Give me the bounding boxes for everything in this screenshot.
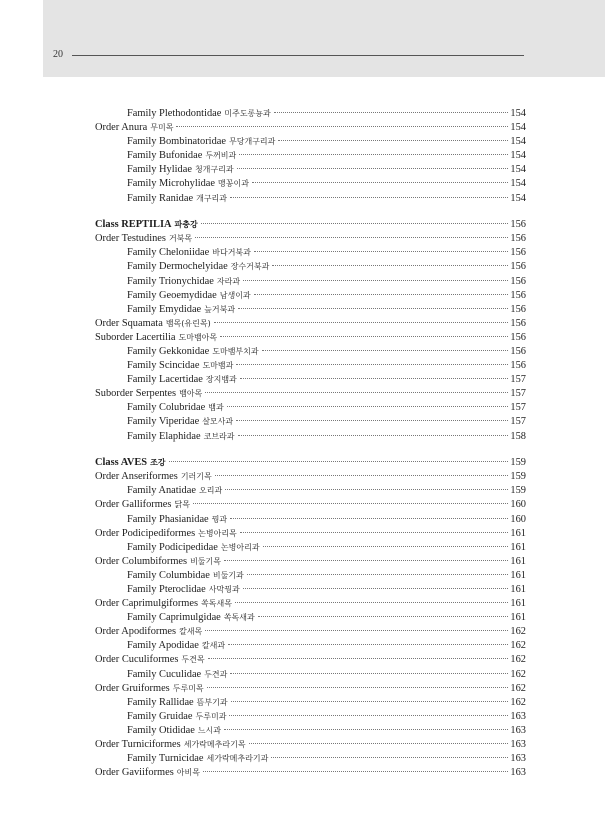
toc-entry-title-ko: 아비목 bbox=[176, 768, 200, 778]
toc-entry-label bbox=[95, 541, 260, 555]
toc-entry-family[interactable] bbox=[95, 359, 526, 373]
dot-leader bbox=[230, 673, 508, 674]
toc-entry-title-en: Family Colubridae bbox=[127, 402, 206, 414]
toc-entry-title-ko: 무당개구리과 bbox=[229, 137, 276, 147]
toc-entry-page: 154 bbox=[510, 178, 526, 190]
toc-entry-page: 163 bbox=[510, 753, 526, 765]
toc-entry-title-en: Family Geoemydidae bbox=[127, 289, 217, 301]
toc-entry-label bbox=[95, 415, 233, 429]
toc-entry-title-ko: 뜸부기과 bbox=[196, 697, 228, 707]
toc-entry-title-ko: 자라과 bbox=[216, 276, 241, 286]
dot-leader bbox=[239, 154, 508, 155]
toc-entry-family[interactable] bbox=[95, 724, 526, 738]
toc-entry-family[interactable] bbox=[95, 415, 526, 429]
toc-entry-label bbox=[95, 260, 269, 274]
dot-leader bbox=[225, 489, 508, 490]
toc-entry-title-en: Family Gruidae bbox=[127, 710, 193, 722]
toc-entry-label bbox=[95, 682, 204, 696]
toc-entry-family[interactable] bbox=[95, 107, 526, 121]
table-of-contents bbox=[95, 107, 526, 780]
toc-entry-title-en: Order Gruiformes bbox=[95, 682, 170, 694]
toc-entry-title-en: Family Plethodontidae bbox=[127, 108, 222, 119]
toc-entry-title-ko: 장수거북과 bbox=[230, 262, 270, 272]
toc-entry-page: 158 bbox=[510, 430, 526, 442]
toc-entry-order[interactable] bbox=[95, 387, 526, 401]
dot-leader bbox=[215, 475, 509, 476]
toc-entry-title-en: Family Apodidae bbox=[127, 640, 199, 652]
toc-entry-class[interactable] bbox=[95, 456, 526, 470]
dot-leader bbox=[205, 392, 508, 393]
toc-entry-order[interactable] bbox=[95, 498, 526, 512]
toc-entry-label bbox=[95, 569, 244, 583]
toc-entry-title-ko: 개구리과 bbox=[196, 193, 228, 203]
toc-entry-label bbox=[95, 303, 235, 317]
toc-entry-title-en: Family Caprimulgidae bbox=[127, 612, 221, 624]
toc-entry-label bbox=[95, 597, 232, 611]
toc-entry-label bbox=[95, 513, 227, 527]
toc-entry-page: 161 bbox=[510, 612, 526, 624]
toc-entry-label bbox=[95, 583, 240, 597]
toc-entry-page: 154 bbox=[510, 164, 526, 176]
toc-entry-label bbox=[95, 275, 240, 289]
toc-entry-family[interactable] bbox=[95, 513, 526, 527]
toc-entry-page: 157 bbox=[510, 416, 526, 428]
toc-entry-title-en: Family Columbidae bbox=[127, 569, 210, 581]
toc-entry-label bbox=[95, 401, 224, 415]
toc-entry-order[interactable] bbox=[95, 317, 526, 331]
toc-entry-page: 163 bbox=[510, 710, 526, 722]
dot-leader bbox=[208, 658, 509, 659]
toc-entry-title-en: Family Trionychidae bbox=[127, 275, 214, 287]
toc-entry-family[interactable] bbox=[95, 149, 526, 163]
toc-entry-page: 162 bbox=[510, 696, 526, 708]
toc-entry-title-ko: 비둘기과 bbox=[212, 570, 244, 580]
dot-leader bbox=[271, 757, 508, 758]
toc-entry-title-en: Suborder Lacertilia bbox=[95, 331, 176, 343]
toc-entry-page: 161 bbox=[510, 598, 526, 610]
toc-entry-page: 157 bbox=[510, 388, 526, 400]
toc-entry-title-ko: 무미목 bbox=[150, 123, 174, 133]
toc-entry-label bbox=[95, 498, 190, 512]
dot-leader bbox=[224, 560, 508, 561]
toc-entry-label bbox=[95, 149, 236, 163]
toc-entry-page: 154 bbox=[510, 150, 526, 162]
toc-entry-title-en: Family Emydidae bbox=[127, 303, 202, 315]
dot-leader bbox=[249, 743, 509, 744]
toc-entry-title-ko: 청개구리과 bbox=[194, 165, 234, 175]
toc-entry-title-ko: 세가락메추라기과 bbox=[206, 754, 269, 764]
dot-leader bbox=[236, 420, 508, 421]
toc-entry-page: 161 bbox=[510, 527, 526, 539]
dot-leader bbox=[238, 435, 509, 436]
toc-entry-label bbox=[95, 163, 234, 177]
toc-entry-family[interactable] bbox=[95, 430, 526, 444]
toc-entry-page: 156 bbox=[510, 303, 526, 315]
toc-entry-page: 161 bbox=[510, 555, 526, 567]
toc-entry-label bbox=[95, 289, 251, 303]
dot-leader bbox=[272, 265, 508, 266]
toc-entry-label bbox=[95, 639, 225, 653]
toc-entry-title-en: Order Anseriformes bbox=[95, 471, 178, 483]
toc-entry-title-en: Order Gaviiformes bbox=[95, 767, 174, 779]
toc-entry-page: 161 bbox=[510, 541, 526, 553]
toc-entry-title-en: Family Cuculidae bbox=[127, 668, 202, 680]
toc-entry-title-ko: 뱀과 bbox=[208, 403, 224, 413]
toc-entry-family[interactable] bbox=[95, 710, 526, 724]
toc-entry-label bbox=[95, 345, 259, 359]
toc-entry-label bbox=[95, 696, 228, 710]
toc-entry-label bbox=[95, 218, 198, 232]
toc-entry-label bbox=[95, 653, 205, 667]
toc-entry-page: 160 bbox=[510, 513, 526, 525]
toc-entry-page: 163 bbox=[510, 739, 526, 751]
toc-entry-title-ko: 논병아리과 bbox=[220, 542, 260, 552]
toc-entry-label bbox=[95, 484, 222, 498]
toc-entry-title-en: Family Bombinatoridae bbox=[127, 136, 226, 148]
toc-entry-page: 159 bbox=[510, 471, 526, 483]
toc-entry-title-en: Family Lacertidae bbox=[127, 374, 203, 386]
toc-entry-title-ko: 닭목 bbox=[174, 500, 190, 510]
toc-entry-title-ko: 두견목 bbox=[181, 655, 205, 665]
toc-entry-title-en: Family Phasianidae bbox=[127, 513, 209, 525]
toc-entry-title-ko: 장지뱀과 bbox=[205, 375, 237, 385]
toc-entry-title-en: Family Cheloniidae bbox=[127, 247, 210, 259]
toc-entry-family[interactable] bbox=[95, 583, 526, 597]
dot-leader bbox=[230, 197, 508, 198]
toc-entry-page: 154 bbox=[510, 192, 526, 204]
toc-entry-title-ko: 거북목 bbox=[168, 234, 193, 244]
toc-entry-family[interactable] bbox=[95, 275, 526, 289]
toc-entry-page: 154 bbox=[510, 108, 526, 119]
toc-entry-page: 160 bbox=[510, 499, 526, 511]
toc-entry-title-ko: 비둘기목 bbox=[190, 556, 221, 566]
dot-leader bbox=[263, 546, 509, 547]
toc-entry-title-ko: 코브라과 bbox=[203, 431, 235, 441]
dot-leader bbox=[228, 644, 508, 645]
toc-entry-label bbox=[95, 456, 166, 470]
toc-entry-label bbox=[95, 317, 211, 331]
toc-entry-label bbox=[95, 555, 221, 569]
toc-entry-title-en: Family Rallidae bbox=[127, 696, 194, 708]
toc-entry-page: 156 bbox=[510, 247, 526, 259]
toc-entry-family[interactable] bbox=[95, 135, 526, 149]
toc-entry-title-en: Family Viperidae bbox=[127, 416, 200, 428]
toc-entry-title-en: Family Dermochelyidae bbox=[127, 261, 228, 273]
dot-leader bbox=[229, 715, 508, 716]
toc-entry-title-ko: 오리과 bbox=[198, 486, 223, 496]
toc-entry-label bbox=[95, 470, 212, 484]
dot-leader bbox=[262, 350, 509, 351]
dot-leader bbox=[237, 168, 509, 169]
toc-entry-order[interactable] bbox=[95, 682, 526, 696]
toc-entry-title-en: Order Cuculiformes bbox=[95, 654, 179, 666]
toc-entry-family[interactable] bbox=[95, 696, 526, 710]
toc-entry-page: 156 bbox=[510, 360, 526, 372]
toc-entry-label bbox=[95, 107, 271, 121]
toc-entry-label bbox=[95, 611, 255, 625]
dot-leader bbox=[195, 237, 508, 238]
toc-entry-page: 159 bbox=[510, 485, 526, 497]
toc-entry-title-ko: 두꺼비과 bbox=[205, 151, 237, 161]
toc-entry-family[interactable] bbox=[95, 192, 526, 206]
toc-entry-title-en: Order Podicipediformes bbox=[95, 527, 196, 539]
toc-entry-title-en: Order Caprimulgiformes bbox=[95, 598, 199, 610]
toc-entry-title-en: Family Microhylidae bbox=[127, 178, 216, 190]
dot-leader bbox=[240, 378, 509, 379]
toc-entry-page: 154 bbox=[510, 136, 526, 148]
dot-leader bbox=[224, 729, 508, 730]
dot-leader bbox=[278, 140, 508, 141]
toc-entry-title-en: Family Scincidae bbox=[127, 360, 200, 372]
toc-entry-title-en: Family Podicipedidae bbox=[127, 541, 218, 553]
toc-entry-label bbox=[95, 177, 249, 191]
dot-leader bbox=[240, 532, 509, 533]
toc-entry-title-ko: 도마뱀아목 bbox=[178, 332, 218, 342]
toc-entry-title-en: Family Anatidae bbox=[127, 485, 196, 497]
toc-entry-title-ko: 파충강 bbox=[174, 220, 198, 230]
toc-entry-label bbox=[95, 625, 202, 639]
toc-entry-page: 161 bbox=[510, 584, 526, 595]
toc-entry-title-en: Family Elaphidae bbox=[127, 430, 201, 442]
toc-entry-family[interactable] bbox=[95, 401, 526, 415]
toc-entry-title-en: Class REPTILIA bbox=[95, 219, 172, 231]
toc-entry-title-en: Order Columbiformes bbox=[95, 555, 188, 567]
toc-entry-family[interactable] bbox=[95, 260, 526, 274]
toc-entry-order[interactable] bbox=[95, 232, 526, 246]
toc-entry-label bbox=[95, 738, 246, 752]
toc-entry-label bbox=[95, 135, 275, 149]
dot-leader bbox=[236, 364, 508, 365]
page-number: 20 bbox=[53, 49, 63, 60]
toc-entry-order[interactable] bbox=[95, 527, 526, 541]
toc-entry-family[interactable] bbox=[95, 484, 526, 498]
toc-entry-title-en: Order Squamata bbox=[95, 317, 163, 329]
toc-entry-title-en: Family Gekkonidae bbox=[127, 346, 210, 357]
toc-entry-family[interactable] bbox=[95, 246, 526, 260]
toc-entry-family[interactable] bbox=[95, 569, 526, 583]
toc-entry-label bbox=[95, 246, 251, 260]
toc-entry-title-ko: 바다거북과 bbox=[212, 248, 251, 258]
toc-entry-page: 162 bbox=[510, 626, 526, 638]
toc-entry-label bbox=[95, 121, 173, 135]
dot-leader bbox=[227, 406, 509, 407]
toc-entry-title-en: Family Bufonidae bbox=[127, 150, 203, 162]
toc-entry-page: 157 bbox=[510, 374, 526, 386]
toc-entry-order[interactable] bbox=[95, 470, 526, 484]
toc-entry-order[interactable] bbox=[95, 121, 526, 135]
toc-entry-title-ko: 도마뱀부치과 bbox=[212, 347, 259, 356]
toc-entry-label bbox=[95, 710, 226, 724]
toc-entry-page: 163 bbox=[510, 767, 526, 779]
header-divider bbox=[72, 55, 524, 56]
toc-entry-page: 162 bbox=[510, 682, 526, 694]
toc-entry-class[interactable] bbox=[95, 218, 526, 232]
toc-entry-title-ko: 꿩과 bbox=[211, 514, 228, 524]
toc-entry-page: 162 bbox=[510, 668, 526, 680]
toc-entry-family[interactable] bbox=[95, 177, 526, 191]
toc-entry-title-ko: 사막꿩과 bbox=[208, 585, 240, 594]
toc-entry-order[interactable] bbox=[95, 597, 526, 611]
toc-entry-title-ko: 두루미목 bbox=[172, 683, 204, 693]
toc-entry-label bbox=[95, 766, 200, 780]
toc-entry-title-en: Family Pteroclidae bbox=[127, 584, 206, 595]
dot-leader bbox=[193, 503, 508, 504]
toc-entry-page: 162 bbox=[510, 654, 526, 666]
toc-entry-title-ko: 조강 bbox=[150, 458, 166, 468]
toc-entry-page: 156 bbox=[510, 317, 526, 329]
dot-leader bbox=[207, 687, 509, 688]
toc-entry-page: 156 bbox=[510, 331, 526, 343]
dot-leader bbox=[214, 322, 509, 323]
toc-entry-page: 159 bbox=[510, 457, 526, 469]
toc-entry-label bbox=[95, 752, 268, 766]
dot-leader bbox=[230, 518, 508, 519]
dot-leader bbox=[205, 630, 508, 631]
dot-leader bbox=[254, 251, 509, 252]
toc-entry-title-ko: 뱀목(유린목) bbox=[165, 318, 211, 328]
toc-entry-page: 156 bbox=[510, 219, 526, 231]
dot-leader bbox=[274, 112, 509, 113]
toc-entry-family[interactable] bbox=[95, 541, 526, 555]
toc-entry-label bbox=[95, 192, 227, 206]
dot-leader bbox=[258, 616, 509, 617]
toc-entry-label bbox=[95, 724, 221, 738]
page-header-band bbox=[43, 0, 605, 77]
toc-entry-label bbox=[95, 527, 237, 541]
toc-entry-order[interactable] bbox=[95, 766, 526, 780]
toc-entry-title-ko: 칼새과 bbox=[201, 641, 226, 651]
toc-entry-label bbox=[95, 331, 217, 345]
toc-entry-title-ko: 두루미과 bbox=[195, 711, 227, 721]
toc-entry-title-en: Order Anura bbox=[95, 122, 148, 134]
dot-leader bbox=[176, 126, 508, 127]
toc-entry-order[interactable] bbox=[95, 738, 526, 752]
toc-entry-order[interactable] bbox=[95, 331, 526, 345]
toc-entry-page: 154 bbox=[510, 122, 526, 134]
dot-leader bbox=[254, 294, 509, 295]
dot-leader bbox=[238, 308, 508, 309]
dot-leader bbox=[203, 771, 508, 772]
toc-entry-family[interactable] bbox=[95, 611, 526, 625]
toc-entry-title-en: Order Turniciformes bbox=[95, 739, 181, 751]
dot-leader bbox=[201, 223, 509, 224]
toc-entry-page: 156 bbox=[510, 346, 526, 357]
toc-entry-label bbox=[95, 387, 202, 401]
dot-leader bbox=[247, 574, 509, 575]
toc-entry-title-en: Family Turnicidae bbox=[127, 753, 204, 765]
toc-entry-title-ko: 맹꽁이과 bbox=[218, 179, 249, 189]
dot-leader bbox=[252, 182, 508, 183]
toc-entry-label bbox=[95, 373, 237, 387]
toc-entry-order[interactable] bbox=[95, 555, 526, 569]
toc-entry-title-ko: 남생이과 bbox=[219, 290, 251, 300]
toc-entry-page: 162 bbox=[510, 640, 526, 652]
toc-entry-family[interactable] bbox=[95, 289, 526, 303]
toc-entry-order[interactable] bbox=[95, 653, 526, 667]
toc-entry-title-en: Order Apodiformes bbox=[95, 626, 177, 638]
toc-entry-family[interactable] bbox=[95, 345, 526, 359]
toc-entry-family[interactable] bbox=[95, 373, 526, 387]
toc-entry-title-ko: 도마뱀과 bbox=[202, 361, 234, 371]
dot-leader bbox=[220, 336, 508, 337]
toc-entry-page: 161 bbox=[510, 569, 526, 581]
toc-entry-title-ko: 미주도롱뇽과 bbox=[224, 109, 271, 118]
toc-entry-title-en: Suborder Serpentes bbox=[95, 388, 177, 400]
toc-entry-title-en: Order Testudines bbox=[95, 233, 166, 245]
dot-leader bbox=[231, 701, 509, 702]
toc-entry-title-ko: 기러기목 bbox=[180, 472, 212, 482]
toc-entry-family[interactable] bbox=[95, 752, 526, 766]
toc-entry-title-ko: 두견과 bbox=[204, 669, 228, 679]
dot-leader bbox=[169, 461, 509, 462]
toc-entry-family[interactable] bbox=[95, 163, 526, 177]
toc-entry-title-en: Family Otididae bbox=[127, 724, 195, 736]
toc-entry-family[interactable] bbox=[95, 668, 526, 682]
toc-entry-title-ko: 논병아리목 bbox=[198, 528, 237, 538]
toc-entry-title-ko: 뱀아목 bbox=[179, 389, 203, 399]
toc-entry-title-ko: 느시과 bbox=[197, 725, 222, 735]
toc-entry-title-en: Family Hylidae bbox=[127, 164, 192, 176]
toc-entry-label bbox=[95, 359, 233, 373]
toc-entry-page: 157 bbox=[510, 402, 526, 414]
toc-entry-title-ko: 늪거북과 bbox=[204, 304, 236, 314]
toc-entry-title-ko: 칼새목 bbox=[179, 627, 203, 637]
toc-entry-page: 156 bbox=[510, 289, 526, 301]
toc-entry-label bbox=[95, 430, 235, 444]
toc-entry-title-ko: 살모사과 bbox=[202, 417, 234, 427]
toc-entry-label bbox=[95, 232, 192, 246]
toc-entry-family[interactable] bbox=[95, 303, 526, 317]
toc-entry-title-en: Family Ranidae bbox=[127, 192, 194, 204]
toc-entry-title-ko: 세가락메추라기목 bbox=[183, 740, 246, 750]
dot-leader bbox=[235, 602, 508, 603]
toc-entry-title-ko: 쏙독새목 bbox=[201, 599, 232, 609]
toc-entry-order[interactable] bbox=[95, 625, 526, 639]
toc-entry-page: 156 bbox=[510, 275, 526, 287]
toc-entry-title-en: Order Galliformes bbox=[95, 499, 172, 511]
toc-entry-title-en: Class AVES bbox=[95, 457, 148, 469]
toc-entry-family[interactable] bbox=[95, 639, 526, 653]
dot-leader bbox=[243, 280, 508, 281]
toc-entry-page: 163 bbox=[510, 724, 526, 736]
toc-entry-label bbox=[95, 668, 227, 682]
dot-leader bbox=[243, 588, 509, 589]
toc-entry-title-ko: 쏙독새과 bbox=[223, 613, 255, 623]
toc-entry-page: 156 bbox=[510, 261, 526, 273]
toc-entry-page: 156 bbox=[510, 233, 526, 245]
